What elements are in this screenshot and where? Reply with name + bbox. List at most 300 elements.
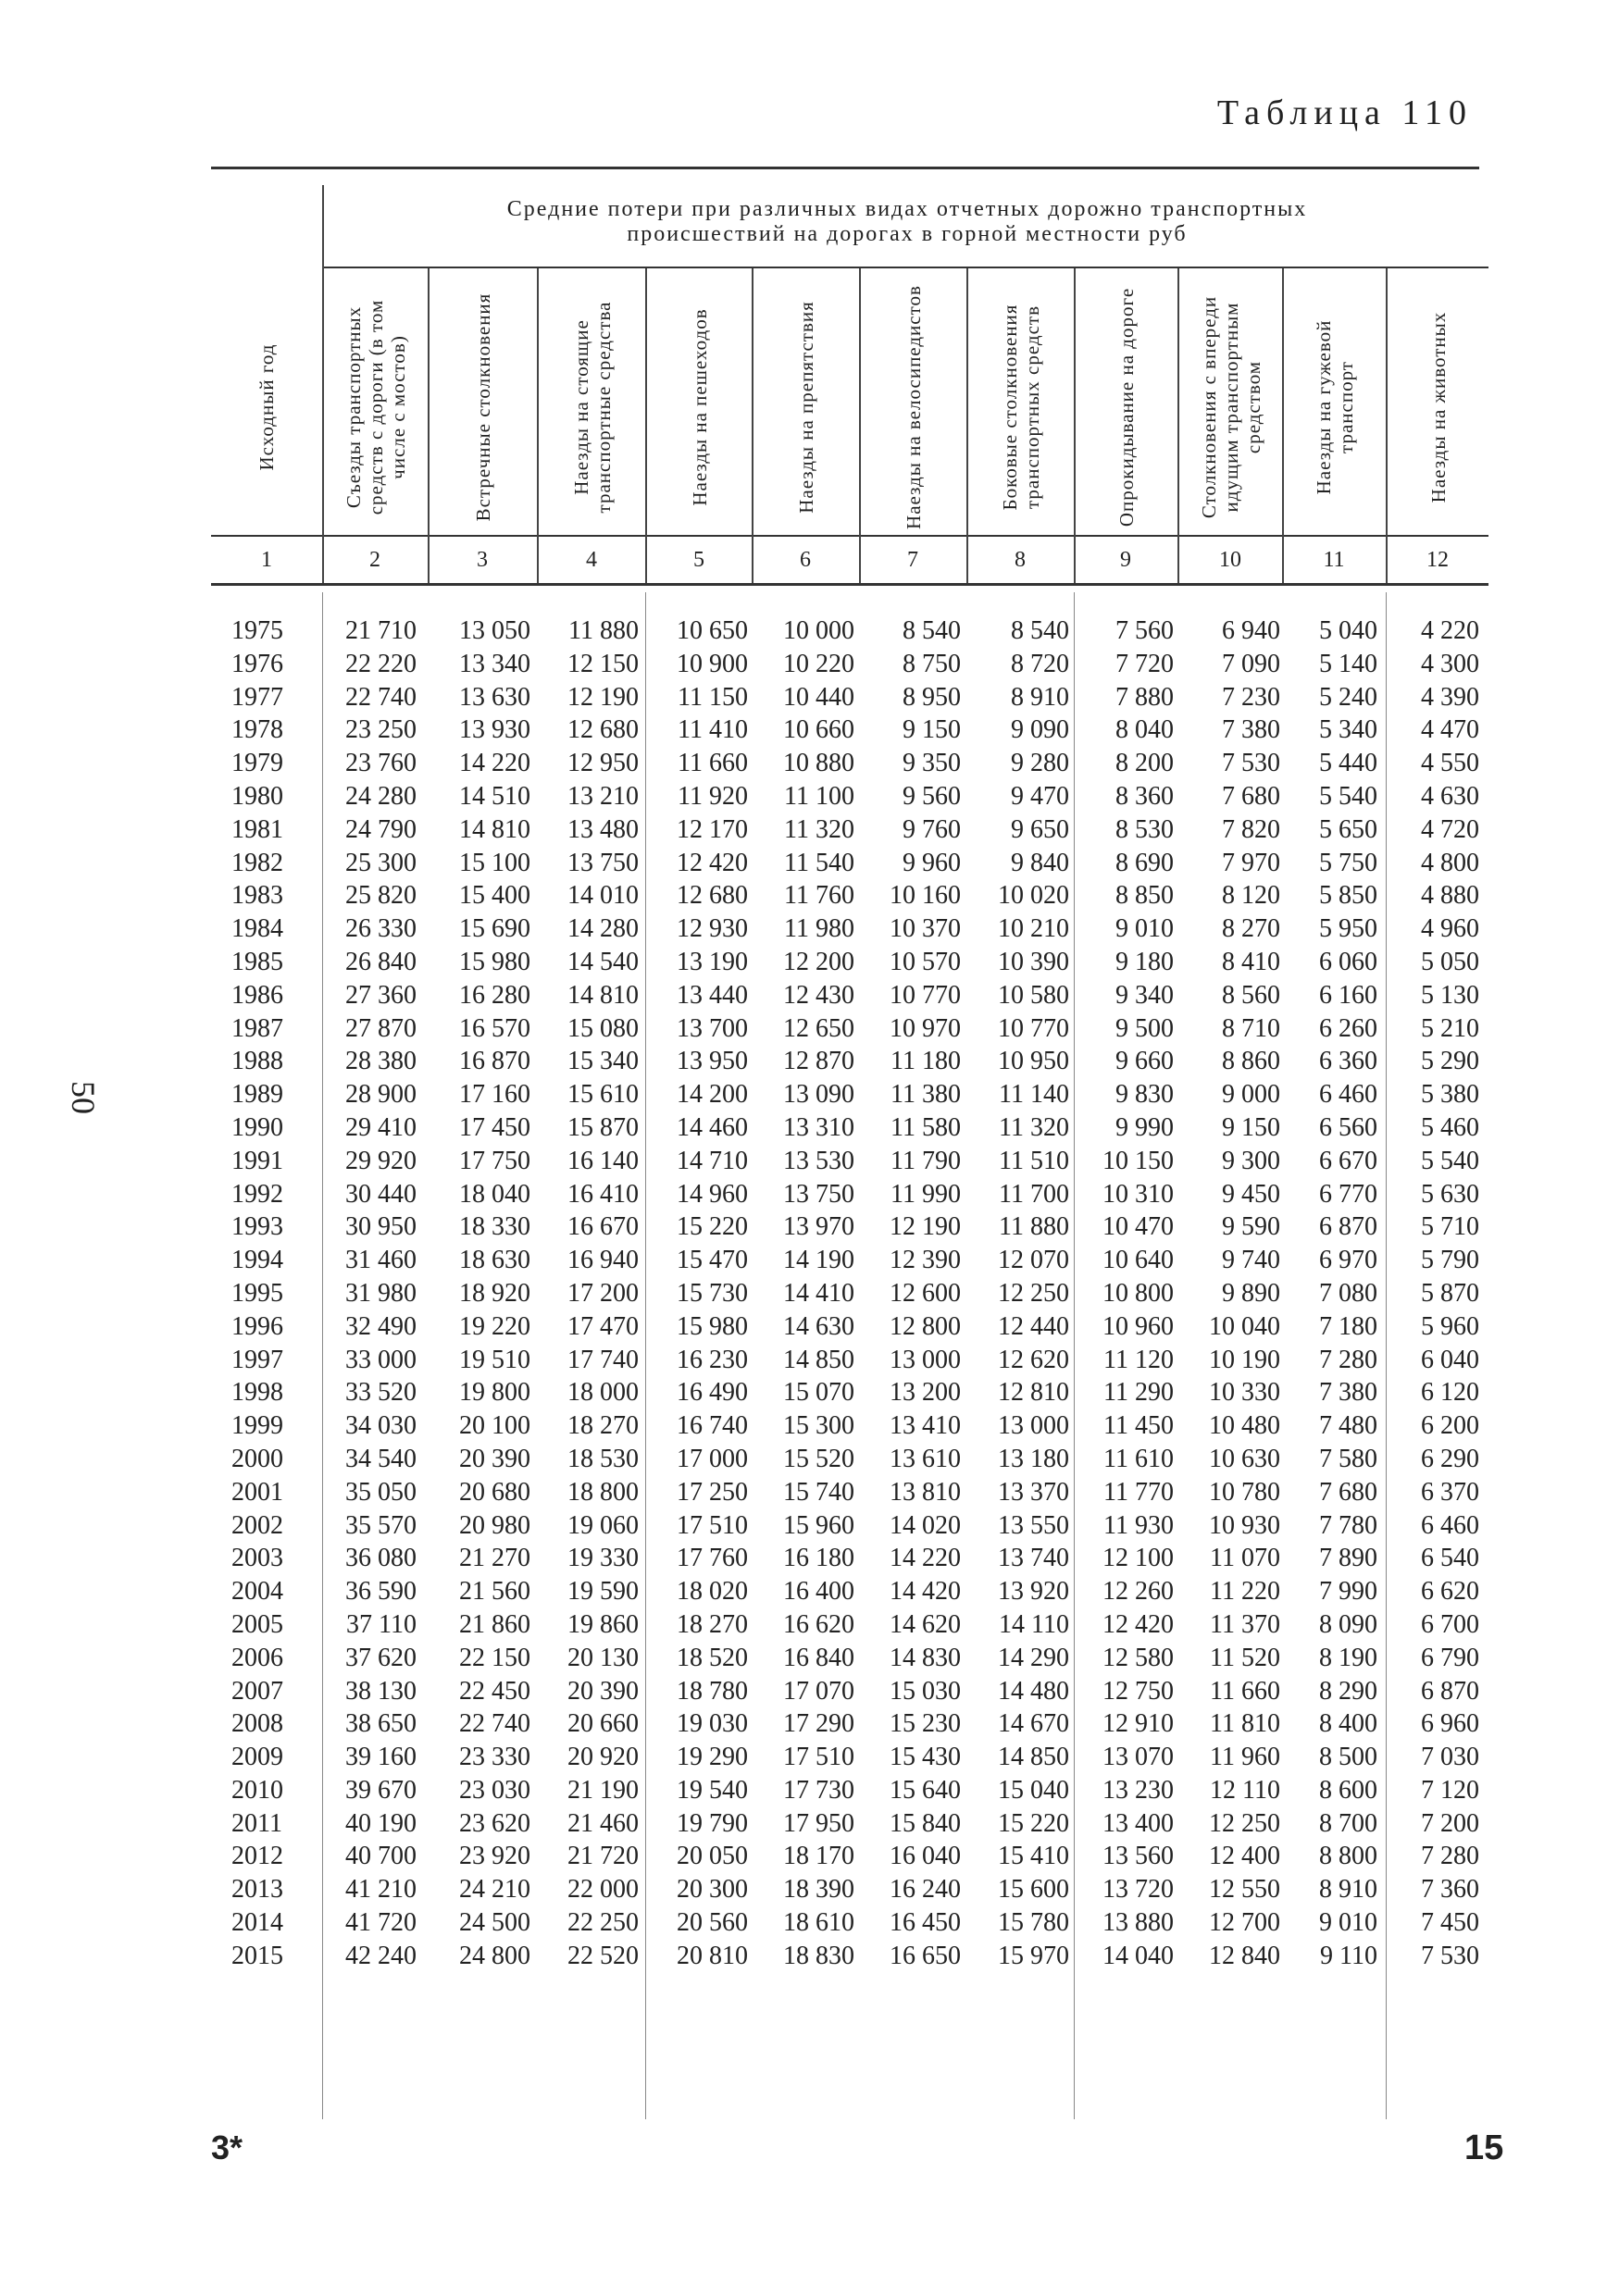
table-cell: 9 350 — [903, 749, 961, 778]
table-cell: 18 390 — [783, 1875, 854, 1905]
table-cell: 10 780 — [1209, 1477, 1280, 1507]
table-cell: 19 510 — [459, 1345, 530, 1374]
table-row — [0, 681, 1619, 714]
table-row — [0, 1476, 1619, 1509]
column-header: Исходный год — [255, 343, 278, 471]
table-cell: 7 280 — [1319, 1345, 1377, 1374]
table-row — [0, 879, 1619, 912]
table-cell: 5 290 — [1421, 1047, 1479, 1076]
table-cell: 15 340 — [567, 1047, 639, 1076]
table-cell: 36 590 — [345, 1577, 417, 1607]
table-cell: 5 870 — [1421, 1278, 1479, 1308]
colhead-10 — [1179, 268, 1282, 546]
table-cell: 14 220 — [459, 749, 530, 778]
table-cell: 12 150 — [567, 649, 639, 678]
table-row — [0, 1741, 1619, 1774]
table-cell: 10 310 — [1102, 1179, 1174, 1209]
table-cell: 20 810 — [677, 1941, 748, 1970]
table-cell: 10 660 — [783, 715, 854, 745]
table-cell: 14 670 — [998, 1709, 1069, 1739]
table-cell: 6 870 — [1421, 1676, 1479, 1706]
table-cell: 17 000 — [677, 1444, 748, 1473]
table-cell: 13 560 — [1102, 1842, 1174, 1871]
table-cell: 16 400 — [783, 1577, 854, 1607]
table-cell: 10 210 — [998, 914, 1069, 944]
table-cell: 5 050 — [1421, 947, 1479, 976]
row-year: 1987 — [231, 1013, 283, 1043]
table-cell: 15 030 — [890, 1676, 961, 1706]
table-cell: 13 190 — [677, 947, 748, 976]
table-cell: 6 290 — [1421, 1444, 1479, 1473]
table-cell: 10 570 — [890, 947, 961, 976]
table-cell: 9 740 — [1222, 1246, 1280, 1275]
table-cell: 15 960 — [783, 1510, 854, 1540]
table-cell: 11 660 — [678, 749, 748, 778]
table-row — [0, 1111, 1619, 1145]
table-cell: 16 140 — [567, 1146, 639, 1175]
table-cell: 13 930 — [459, 715, 530, 745]
table-cell: 22 150 — [459, 1643, 530, 1672]
table-row — [0, 979, 1619, 1012]
table-cell: 16 740 — [677, 1411, 748, 1441]
table-cell: 15 610 — [567, 1080, 639, 1110]
table-cell: 13 370 — [998, 1477, 1069, 1507]
table-cell: 16 570 — [459, 1013, 530, 1043]
table-row — [0, 1509, 1619, 1543]
table-cell: 32 490 — [345, 1311, 417, 1341]
table-cell: 24 790 — [345, 814, 417, 844]
table-row — [0, 1310, 1619, 1344]
row-year: 2015 — [231, 1941, 283, 1970]
table-cell: 30 950 — [345, 1212, 417, 1242]
table-cell: 16 240 — [890, 1875, 961, 1905]
column-header: Съезды транспортных средств с дороги (в том числе с мостов) — [342, 299, 409, 515]
table-cell: 12 910 — [1102, 1709, 1174, 1739]
table-cell: 18 920 — [459, 1278, 530, 1308]
column-header: Боковые столкновения транспортных средств — [999, 304, 1043, 511]
group-header — [324, 197, 1490, 247]
table-cell: 10 960 — [1102, 1311, 1174, 1341]
table-cell: 38 650 — [345, 1709, 417, 1739]
table-cell: 13 200 — [890, 1378, 961, 1408]
colhead-4 — [539, 268, 645, 546]
table-cell: 7 820 — [1222, 814, 1280, 844]
table-cell: 13 210 — [567, 781, 639, 811]
table-cell: 18 630 — [459, 1246, 530, 1275]
table-cell: 17 070 — [783, 1676, 854, 1706]
table-cell: 19 290 — [677, 1743, 748, 1772]
table-cell: 16 410 — [567, 1179, 639, 1209]
table-row — [0, 1012, 1619, 1046]
table-cell: 17 450 — [459, 1112, 530, 1142]
table-cell: 15 300 — [783, 1411, 854, 1441]
row-year: 1995 — [231, 1278, 283, 1308]
table-cell: 22 450 — [459, 1676, 530, 1706]
table-cell: 8 700 — [1319, 1808, 1377, 1838]
table-cell: 30 440 — [345, 1179, 417, 1209]
table-cell: 12 110 — [1210, 1775, 1280, 1805]
table-cell: 4 300 — [1421, 649, 1479, 678]
table-cell: 22 740 — [345, 682, 417, 712]
table-cell: 13 230 — [1102, 1775, 1174, 1805]
table-cell: 7 680 — [1319, 1477, 1377, 1507]
table-cell: 8 860 — [1222, 1047, 1280, 1076]
table-row — [0, 1542, 1619, 1575]
table-cell: 13 070 — [1102, 1743, 1174, 1772]
table-cell: 7 530 — [1421, 1941, 1479, 1970]
table-cell: 10 900 — [677, 649, 748, 678]
row-year: 1998 — [231, 1378, 283, 1408]
table-cell: 20 300 — [677, 1875, 748, 1905]
table-cell: 20 390 — [567, 1676, 639, 1706]
table-cell: 9 010 — [1115, 914, 1174, 944]
table-row — [0, 1675, 1619, 1708]
table-cell: 20 680 — [459, 1477, 530, 1507]
table-cell: 10 040 — [1209, 1311, 1280, 1341]
table-cell: 37 620 — [345, 1643, 417, 1672]
table-cell: 14 420 — [890, 1577, 961, 1607]
table-cell: 8 910 — [1011, 682, 1069, 712]
table-cell: 21 720 — [567, 1842, 639, 1871]
table-cell: 18 000 — [567, 1378, 639, 1408]
colnum-rule — [211, 583, 1488, 586]
table-row — [0, 1940, 1619, 1973]
table-cell: 16 620 — [783, 1609, 854, 1639]
table-cell: 9 960 — [903, 848, 961, 877]
colhead-6 — [753, 268, 859, 546]
table-cell: 12 680 — [567, 715, 639, 745]
table-cell: 15 410 — [998, 1842, 1069, 1871]
column-number: 5 — [693, 548, 704, 572]
table-cell: 9 280 — [1011, 749, 1069, 778]
table-cell: 11 790 — [890, 1146, 961, 1175]
table-cell: 13 440 — [677, 980, 748, 1010]
table-cell: 20 050 — [677, 1842, 748, 1871]
colhead-12 — [1388, 268, 1489, 546]
table-cell: 36 080 — [345, 1544, 417, 1573]
table-cell: 4 550 — [1421, 749, 1479, 778]
table-cell: 8 800 — [1319, 1842, 1377, 1871]
table-cell: 25 300 — [345, 848, 417, 877]
table-cell: 7 360 — [1421, 1875, 1479, 1905]
table-cell: 14 110 — [999, 1609, 1069, 1639]
table-cell: 8 690 — [1115, 848, 1174, 877]
table-cell: 10 800 — [1102, 1278, 1174, 1308]
row-year: 2000 — [231, 1444, 283, 1473]
table-cell: 7 480 — [1319, 1411, 1377, 1441]
table-row — [0, 912, 1619, 946]
table-cell: 6 620 — [1421, 1577, 1479, 1607]
table-cell: 11 290 — [1103, 1378, 1174, 1408]
table-cell: 14 280 — [567, 914, 639, 944]
column-header: Наезды на гужевой транспорт — [1313, 319, 1357, 495]
table-cell: 15 040 — [998, 1775, 1069, 1805]
table-cell: 12 650 — [783, 1013, 854, 1043]
column-number: 6 — [800, 548, 811, 572]
table-cell: 8 540 — [1011, 616, 1069, 645]
table-cell: 15 070 — [783, 1378, 854, 1408]
row-year: 1978 — [231, 715, 283, 745]
table-cell: 10 020 — [998, 881, 1069, 911]
table-cell: 29 920 — [345, 1146, 417, 1175]
table-cell: 5 040 — [1319, 616, 1377, 645]
table-cell: 5 240 — [1319, 682, 1377, 712]
table-cell: 18 040 — [459, 1179, 530, 1209]
table-cell: 10 880 — [783, 749, 854, 778]
column-number: 12 — [1426, 548, 1449, 572]
table-cell: 9 010 — [1319, 1908, 1377, 1938]
table-cell: 7 720 — [1115, 649, 1174, 678]
table-cell: 9 830 — [1115, 1080, 1174, 1110]
table-cell: 9 890 — [1222, 1278, 1280, 1308]
table-row — [0, 714, 1619, 747]
column-number: 4 — [586, 548, 597, 572]
row-year: 2002 — [231, 1510, 283, 1540]
table-cell: 42 240 — [345, 1941, 417, 1970]
table-cell: 5 790 — [1421, 1246, 1479, 1275]
table-row — [0, 1145, 1619, 1178]
table-cell: 11 580 — [890, 1112, 961, 1142]
table-cell: 7 680 — [1222, 781, 1280, 811]
table-cell: 6 670 — [1319, 1146, 1377, 1175]
table-cell: 11 760 — [784, 881, 854, 911]
table-cell: 10 770 — [998, 1013, 1069, 1043]
row-year: 1999 — [231, 1411, 283, 1441]
table-cell: 24 210 — [459, 1875, 530, 1905]
table-cell: 16 490 — [677, 1378, 748, 1408]
page-number: 15 — [1464, 2128, 1504, 2167]
table-cell: 12 580 — [1102, 1643, 1174, 1672]
table-cell: 6 790 — [1421, 1643, 1479, 1672]
table-cell: 13 740 — [998, 1544, 1069, 1573]
table-cell: 8 270 — [1222, 914, 1280, 944]
table-cell: 15 690 — [459, 914, 530, 944]
table-cell: 20 390 — [459, 1444, 530, 1473]
table-cell: 13 750 — [783, 1179, 854, 1209]
column-header: Столкновения с впереди идущим транспортным средством — [1197, 295, 1264, 519]
table-cell: 8 910 — [1319, 1875, 1377, 1905]
table-cell: 5 130 — [1421, 980, 1479, 1010]
table-cell: 10 160 — [890, 881, 961, 911]
row-year: 2008 — [231, 1709, 283, 1739]
table-cell: 15 780 — [998, 1908, 1069, 1938]
table-cell: 15 730 — [677, 1278, 748, 1308]
column-header: Наезды на препятствия — [795, 301, 817, 514]
row-year: 1982 — [231, 848, 283, 877]
table-cell: 14 830 — [890, 1643, 961, 1672]
table-cell: 7 530 — [1222, 749, 1280, 778]
table-cell: 16 670 — [567, 1212, 639, 1242]
table-cell: 14 850 — [998, 1743, 1069, 1772]
table-cell: 13 400 — [1102, 1808, 1174, 1838]
table-cell: 11 070 — [1210, 1544, 1280, 1573]
table-cell: 12 680 — [677, 881, 748, 911]
row-year: 2004 — [231, 1577, 283, 1607]
column-number: 1 — [261, 548, 272, 572]
table-cell: 17 750 — [459, 1146, 530, 1175]
colhead-3 — [430, 268, 537, 546]
group-title-line2: происшествий на дорогах в горной местности руб — [627, 222, 1188, 246]
table-cell: 14 620 — [890, 1609, 961, 1639]
table-cell: 16 180 — [783, 1544, 854, 1573]
table-cell: 4 800 — [1421, 848, 1479, 877]
table-cell: 8 190 — [1319, 1643, 1377, 1672]
table-cell: 11 140 — [999, 1080, 1069, 1110]
table-cell: 9 760 — [903, 814, 961, 844]
table-cell: 16 840 — [783, 1643, 854, 1672]
table-cell: 14 510 — [459, 781, 530, 811]
table-cell: 8 120 — [1222, 881, 1280, 911]
table-row — [0, 1178, 1619, 1211]
table-cell: 9 650 — [1011, 814, 1069, 844]
table-cell: 11 320 — [999, 1112, 1069, 1142]
table-cell: 9 090 — [1011, 715, 1069, 745]
table-cell: 16 940 — [567, 1246, 639, 1275]
table-cell: 5 850 — [1319, 881, 1377, 911]
table-cell: 6 970 — [1319, 1246, 1377, 1275]
table-cell: 10 150 — [1102, 1146, 1174, 1175]
table-cell: 18 800 — [567, 1477, 639, 1507]
side-page-number: 50 — [65, 1081, 102, 1114]
table-cell: 37 110 — [346, 1609, 417, 1639]
row-year: 2003 — [231, 1544, 283, 1573]
table-cell: 14 200 — [677, 1080, 748, 1110]
colhead-11 — [1284, 268, 1386, 546]
table-cell: 13 880 — [1102, 1908, 1174, 1938]
table-cell: 15 840 — [890, 1808, 961, 1838]
table-cell: 35 050 — [345, 1477, 417, 1507]
table-cell: 18 170 — [783, 1842, 854, 1871]
table-row — [0, 1873, 1619, 1906]
table-cell: 15 980 — [677, 1311, 748, 1341]
table-cell: 6 460 — [1421, 1510, 1479, 1540]
table-cell: 9 660 — [1115, 1047, 1174, 1076]
row-year: 1983 — [231, 881, 283, 911]
table-row — [0, 648, 1619, 681]
table-cell: 11 810 — [1210, 1709, 1280, 1739]
table-cell: 11 700 — [999, 1179, 1069, 1209]
table-cell: 15 970 — [998, 1941, 1069, 1970]
table-row — [0, 1344, 1619, 1377]
table-cell: 6 370 — [1421, 1477, 1479, 1507]
table-cell: 10 630 — [1209, 1444, 1280, 1473]
table-row — [0, 1443, 1619, 1476]
table-cell: 9 300 — [1222, 1146, 1280, 1175]
table-cell: 11 880 — [568, 616, 639, 645]
table-cell: 8 720 — [1011, 649, 1069, 678]
table-cell: 13 310 — [783, 1112, 854, 1142]
table-cell: 5 540 — [1319, 781, 1377, 811]
table-cell: 14 190 — [783, 1246, 854, 1275]
table-row — [0, 1045, 1619, 1078]
table-cell: 10 650 — [677, 616, 748, 645]
table-cell: 13 530 — [783, 1146, 854, 1175]
table-cell: 4 720 — [1421, 814, 1479, 844]
table-cell: 16 450 — [890, 1908, 961, 1938]
table-cell: 34 540 — [345, 1444, 417, 1473]
table-cell: 12 550 — [1209, 1875, 1280, 1905]
row-year: 1975 — [231, 616, 283, 645]
colhead-7 — [861, 268, 966, 546]
table-cell: 19 790 — [677, 1808, 748, 1838]
table-cell: 7 580 — [1319, 1444, 1377, 1473]
table-cell: 5 140 — [1319, 649, 1377, 678]
table-cell: 24 800 — [459, 1941, 530, 1970]
table-cell: 12 620 — [998, 1345, 1069, 1374]
table-cell: 12 600 — [890, 1278, 961, 1308]
table-cell: 24 280 — [345, 781, 417, 811]
table-cell: 13 550 — [998, 1510, 1069, 1540]
table-cell: 6 360 — [1319, 1047, 1377, 1076]
table-cell: 15 220 — [677, 1212, 748, 1242]
table-cell: 20 100 — [459, 1411, 530, 1441]
table-cell: 8 950 — [903, 682, 961, 712]
table-cell: 13 700 — [677, 1013, 748, 1043]
row-year: 1977 — [231, 682, 283, 712]
table-cell: 33 000 — [345, 1345, 417, 1374]
table-cell: 7 180 — [1319, 1311, 1377, 1341]
table-cell: 8 500 — [1319, 1743, 1377, 1772]
table-cell: 41 720 — [345, 1908, 417, 1938]
table-cell: 9 340 — [1115, 980, 1174, 1010]
table-cell: 27 870 — [345, 1013, 417, 1043]
table-cell: 12 250 — [1209, 1808, 1280, 1838]
table-cell: 10 950 — [998, 1047, 1069, 1076]
table-cell: 8 200 — [1115, 749, 1174, 778]
table-cell: 6 040 — [1421, 1345, 1479, 1374]
table-cell: 31 460 — [345, 1246, 417, 1275]
table-cell: 22 000 — [567, 1875, 639, 1905]
table-cell: 12 250 — [998, 1278, 1069, 1308]
table-cell: 17 470 — [567, 1311, 639, 1341]
table-cell: 16 280 — [459, 980, 530, 1010]
table-cell: 12 430 — [783, 980, 854, 1010]
row-year: 2005 — [231, 1609, 283, 1639]
table-cell: 9 110 — [1320, 1941, 1377, 1970]
table-cell: 9 500 — [1115, 1013, 1174, 1043]
top-rule — [211, 167, 1479, 169]
row-year: 1986 — [231, 980, 283, 1010]
table-cell: 6 960 — [1421, 1709, 1479, 1739]
row-year: 2006 — [231, 1643, 283, 1672]
table-cell: 34 030 — [345, 1411, 417, 1441]
table-cell: 9 560 — [903, 781, 961, 811]
table-cell: 13 720 — [1102, 1875, 1174, 1905]
table-cell: 11 770 — [1103, 1477, 1174, 1507]
table-cell: 10 370 — [890, 914, 961, 944]
table-cell: 14 710 — [677, 1146, 748, 1175]
table-cell: 9 150 — [1222, 1112, 1280, 1142]
row-year: 1979 — [231, 749, 283, 778]
table-cell: 13 340 — [459, 649, 530, 678]
table-cell: 10 970 — [890, 1013, 961, 1043]
row-year: 1992 — [231, 1179, 283, 1209]
row-year: 1980 — [231, 781, 283, 811]
table-cell: 16 650 — [890, 1941, 961, 1970]
table-cell: 17 250 — [677, 1477, 748, 1507]
table-cell: 11 610 — [1103, 1444, 1174, 1473]
row-year: 2013 — [231, 1875, 283, 1905]
row-year: 1990 — [231, 1112, 283, 1142]
table-cell: 18 530 — [567, 1444, 639, 1473]
table-cell: 41 210 — [345, 1875, 417, 1905]
table-cell: 11 220 — [1210, 1577, 1280, 1607]
colhead-5 — [647, 268, 752, 546]
table-cell: 15 400 — [459, 881, 530, 911]
column-header: Наезды на пешеходов — [688, 308, 711, 506]
table-cell: 15 230 — [890, 1709, 961, 1739]
table-cell: 8 710 — [1222, 1013, 1280, 1043]
